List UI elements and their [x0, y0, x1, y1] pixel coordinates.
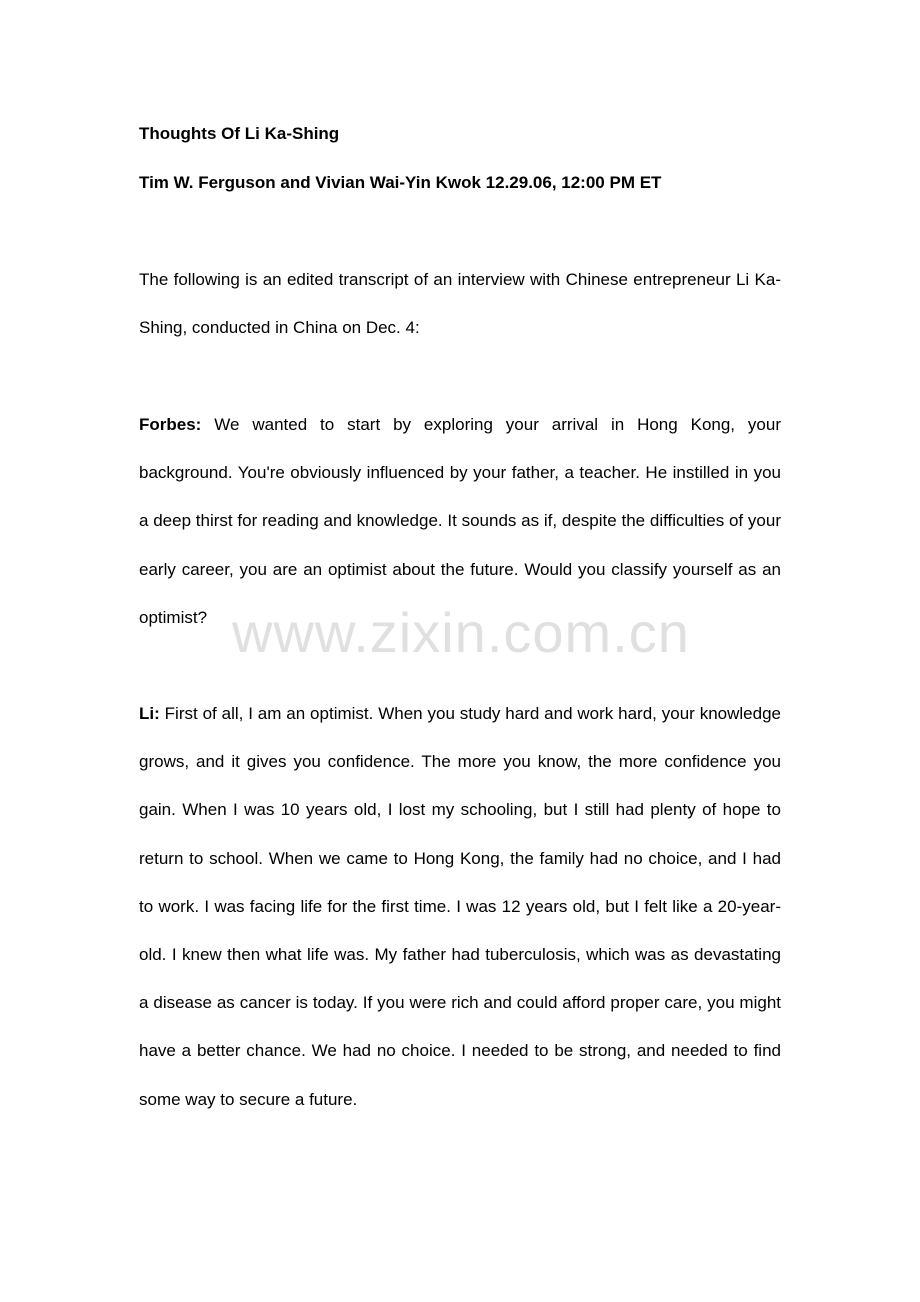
- speaker-label-li: Li:: [139, 704, 160, 723]
- speaker-label-forbes: Forbes:: [139, 415, 202, 434]
- byline: Tim W. Ferguson and Vivian Wai-Yin Kwok 12.29.06, 12:00 PM ET: [139, 173, 662, 192]
- forbes-question-paragraph: [139, 401, 781, 642]
- li-answer-paragraph: [139, 690, 781, 1124]
- page-title: Thoughts Of Li Ka-Shing: [139, 124, 340, 143]
- li-answer-text: First of all, I am an optimist. When you study hard and work hard, your knowledge grows, and it gives you confidence. The more you know, the more confidence you gain. When I was 10 years old, I lost my schooling, but I still had plenty of hope to return to school. When we came to Hong Kong, the family had no choice, and I had to work. I was facing life for the first time. I was 12 years old, but I felt like a 20-year-old. I knew then what life was. My father had tuberculosis, which was as devastating a disease as cancer is today. If you were rich and could afford proper care, you might have a better chance. We had no choice. I needed to be strong, and needed to find some way to secure a future.: [139, 704, 781, 1109]
- watermark: www.zixin.com.cn: [232, 601, 690, 664]
- forbes-question-text: We wanted to start by exploring your arrival in Hong Kong, your background. You're obviously influenced by your father, a teacher. He instilled in you a deep thirst for reading and knowledge. It sounds as if, despite the difficulties of your early career, you are an optimist about the future. Would you classify yourself as an optimist?: [139, 415, 781, 627]
- intro-paragraph: The following is an edited transcript of an interview with Chinese entrepreneur Li Ka-Shing, conducted in China on Dec. 4:: [139, 270, 781, 338]
